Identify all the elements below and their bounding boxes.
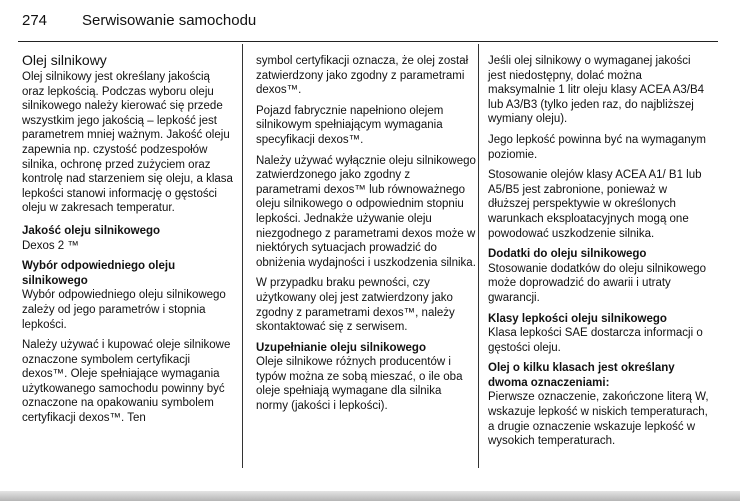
paragraph: Dexos 2 ™: [22, 239, 79, 252]
paragraph: Olej silnikowy jest określany jakością oraz lepkością. Podczas wyboru oleju silnikowego należy kierować się przede wszystkim jego jakością – lepkość jest parametrem mniej ważnym. Jakość oleju zapewnia np. czystość podzespołów silnika, ochronę przed zużyciem oraz kontrolę nad starzeniem się oleju, a klasa lepkości stanowi informację o gęstości oleju w zakresach temperatur.: [22, 71, 233, 215]
paragraph: Pojazd fabrycznie napełniono olejem silnikowym spełniającym wymagania specyfikacji dexos™.: [256, 104, 444, 146]
paragraph: symbol certyfikacji oznacza, że olej został zatwierdzony jako zgodny z parametrami dexos™.: [256, 55, 469, 97]
paragraph: Stosowanie olejów klasy ACEA A1/ B1 lub A5/B5 jest zabronione, ponieważ w dłuższej perspektywie w określonych warunkach eksploatacyjnych mogą one powodować uszkodzenie silnika.: [488, 169, 702, 240]
column-divider: [478, 44, 479, 468]
paragraph: Klasa lepkości SAE dostarcza informacji o gęstości oleju.: [488, 327, 703, 354]
subheading: Klasy lepkości oleju silnikowego: [488, 312, 667, 325]
subheading: Uzupełnianie oleju silnikowego: [256, 341, 426, 354]
paragraph: Należy używać i kupować oleje silnikowe oznaczone symbolem certyfikacji dexos™. Oleje spełniające wymagania użytkowanego samochodu powinny być oznaczone na opakowaniu symbolem certyfikacji dexos™. Ten: [22, 339, 231, 425]
subheading: Dodatki do oleju silnikowego: [488, 248, 647, 261]
paragraph: Jego lepkość powinna być na wymaganym poziomie.: [488, 133, 706, 161]
section-title: Serwisowanie samochodu: [82, 12, 257, 29]
paragraph: Stosowanie dodatków do oleju silnikowego może doprowadzić do awarii i utraty gwarancji.: [488, 262, 707, 304]
paragraph: Oleje silnikowe różnych producentów i typów można ze sobą mieszać, o ile oba oleje spełniają wymagane dla silnika normy (jakości i lepkości).: [256, 356, 463, 413]
paragraph: W przypadku braku pewności, czy użytkowany olej jest zatwierdzony jako zgodny z parametrami dexos™, należy skontaktować się z serwisem.: [256, 277, 455, 334]
column-2: [256, 54, 476, 420]
paragraph: Należy używać wyłącznie oleju silnikowego zatwierdzonego jako zgodny z parametrami dexos™ lub równoważnego oleju silnikowego o odpowiednim stopniu lepkości. Jednakże używanie oleju niezgodnego z parametrami dexos może w niektórych sytuacjach prowadzić do obniżenia wydajności i uszkodzenia silnika.: [256, 154, 476, 269]
header-rule: [18, 41, 718, 42]
paragraph: Wybór odpowiedniego oleju silnikowego zależy od jego parametrów i stopnia lepkości.: [22, 289, 226, 331]
page-number: 274: [22, 12, 48, 29]
column-3: [488, 54, 710, 455]
page-bottom-edge: [0, 491, 740, 501]
subheading: Wybór odpowiedniego oleju silnikowego: [22, 260, 176, 287]
paragraph: Jeśli olej silnikowy o wymaganej jakości jest niedostępny, dolać można maksymalnie 1 litr oleju klasy ACEA A3/B4 lub A3/B3 (tylko jeden raz, do najbliższej wymiany oleju).: [488, 55, 705, 126]
subheading: Jakość oleju silnikowego: [22, 224, 161, 237]
column-1: [22, 48, 234, 432]
section-heading: Olej silnikowy: [22, 52, 107, 68]
column-divider: [242, 44, 243, 468]
paragraph: Pierwsze oznaczenie, zakończone literą W, wskazuje lepkość w niskich temperaturach, a drugie oznaczenie wskazuje lepkość w wysokich temperaturach.: [488, 391, 709, 448]
subheading: Olej o kilku klasach jest określany dwoma oznaczeniami:: [488, 362, 675, 389]
